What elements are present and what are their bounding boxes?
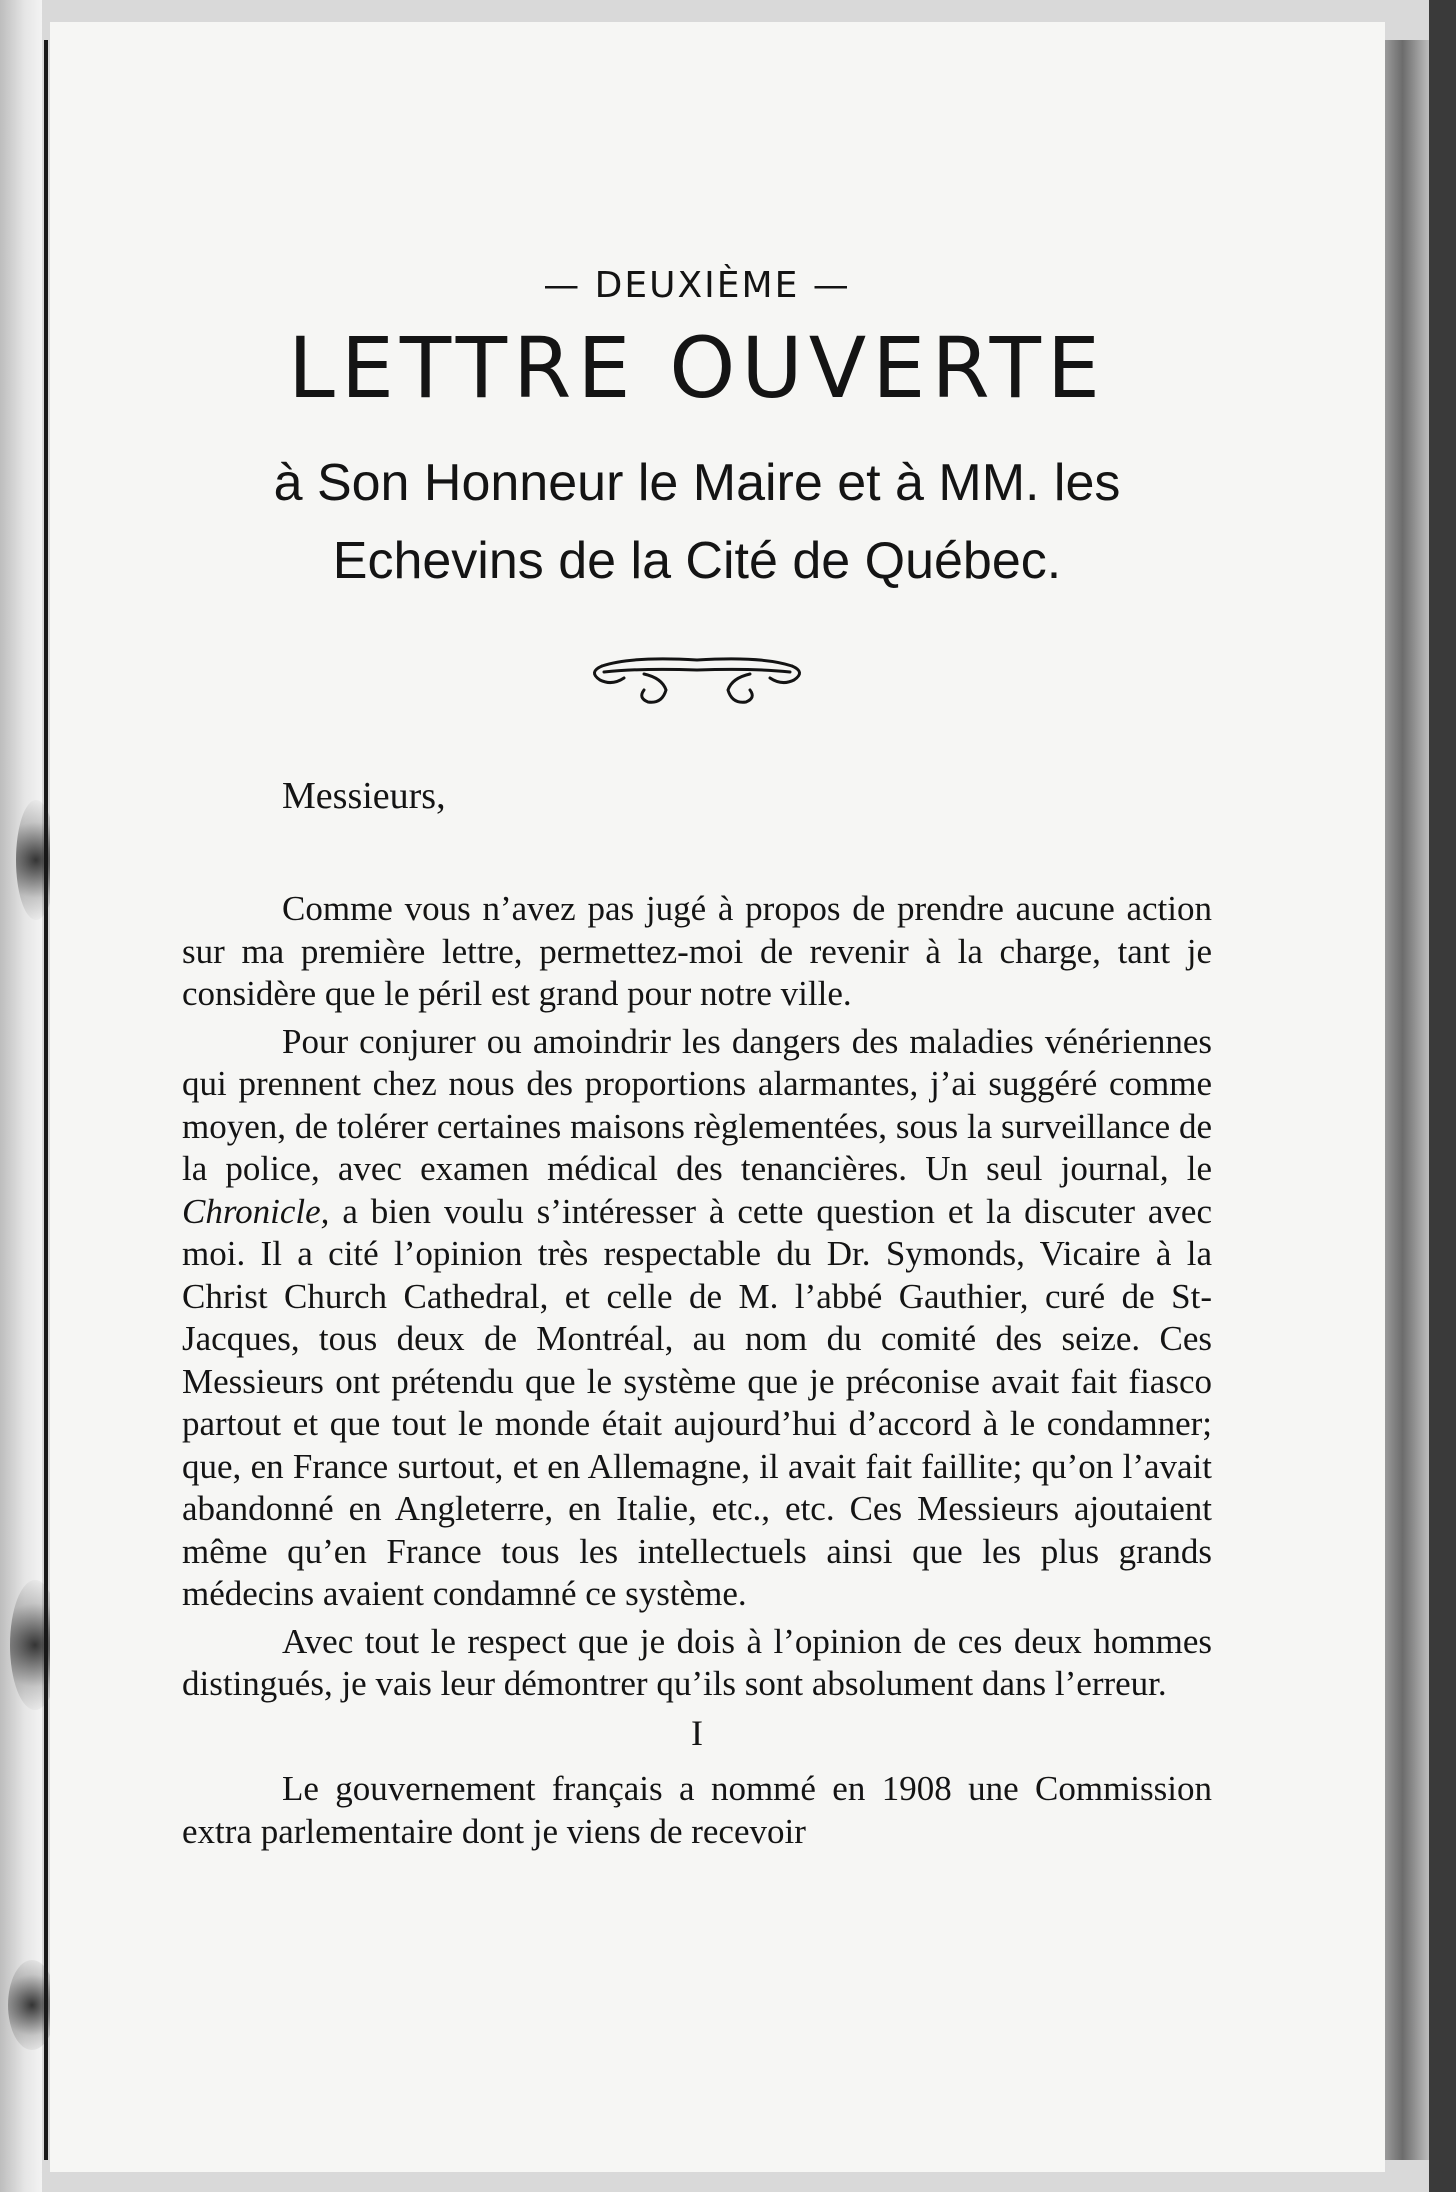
paragraph-text: Pour conjurer ou amoindrir les dangers des maladies vénériennes qui prennent chez nous des proportions alarmantes, j’ai suggéré comme moyen, de tolérer certaines maisons règlementées, sous la surveillance de la police, avec examen médical des tenancières. Un seul journal, le [182, 1021, 1212, 1189]
section-number: I [691, 1712, 703, 1753]
subtitle-line: Echevins de la Cité de Québec. [332, 532, 1062, 591]
subtitle-line: à Son Honneur le Maire et à MM. les [273, 454, 1121, 513]
paragraph [182, 1021, 1212, 1616]
book-binding [1385, 40, 1429, 2160]
ink-smudge [8, 1960, 56, 2050]
page-content [182, 250, 1212, 1853]
paragraph: Le gouvernement français a nommé en 1908 une Commission extra parlementaire dont je viens de recevoir [182, 1769, 1212, 1851]
letter-subtitle [182, 444, 1212, 600]
letter-kicker: — DEUXIÈME — [543, 265, 851, 306]
paragraph: Comme vous n’avez pas jugé à propos de prendre aucune action sur ma première lettre, permettez-moi de revenir à la charge, tant je considère que le péril est grand pour notre ville. [182, 889, 1212, 1014]
paragraph: Avec tout le respect que je dois à l’opinion de ces deux hommes distingués, je vais leur démontrer qu’ils sont absolument dans l’erreur. [182, 1621, 1212, 1704]
paragraph-text: a bien voulu s’intéresser à cette question et la discuter avec moi. Il a cité l’opinion très respectable du Dr. Symonds, Vicaire à la Christ Church Cathedral, et celle de M. l’abbé Gauthier, curé de St-Jacques, tous deux de Montréal, au nom du comité des seize. Ces Messieurs ont prétendu que le système que je préconise avait fait fiasco partout et que tout le monde était aujourd’hui d’accord à le condamner; que, en France surtout, et en Allemagne, il avait fait faillite; qu’on l’avait abandonné en Angleterre, en Italie, etc., etc. Ces Messieurs ajoutaient même qu’en France tous les intellectuels ainsi que les plus grands médecins avaient condamné ce système. [182, 1191, 1212, 1614]
gutter-line [44, 40, 48, 2160]
scroll-ornament-icon [582, 648, 812, 708]
salutation: Messieurs, [282, 775, 446, 818]
facing-page-edge [0, 0, 42, 2192]
scan-border [1429, 0, 1456, 2192]
newspaper-name: Chronicle, [182, 1191, 330, 1231]
letter-body [182, 888, 1212, 1853]
letter-title: LETTRE OUVERTE [288, 319, 1106, 417]
